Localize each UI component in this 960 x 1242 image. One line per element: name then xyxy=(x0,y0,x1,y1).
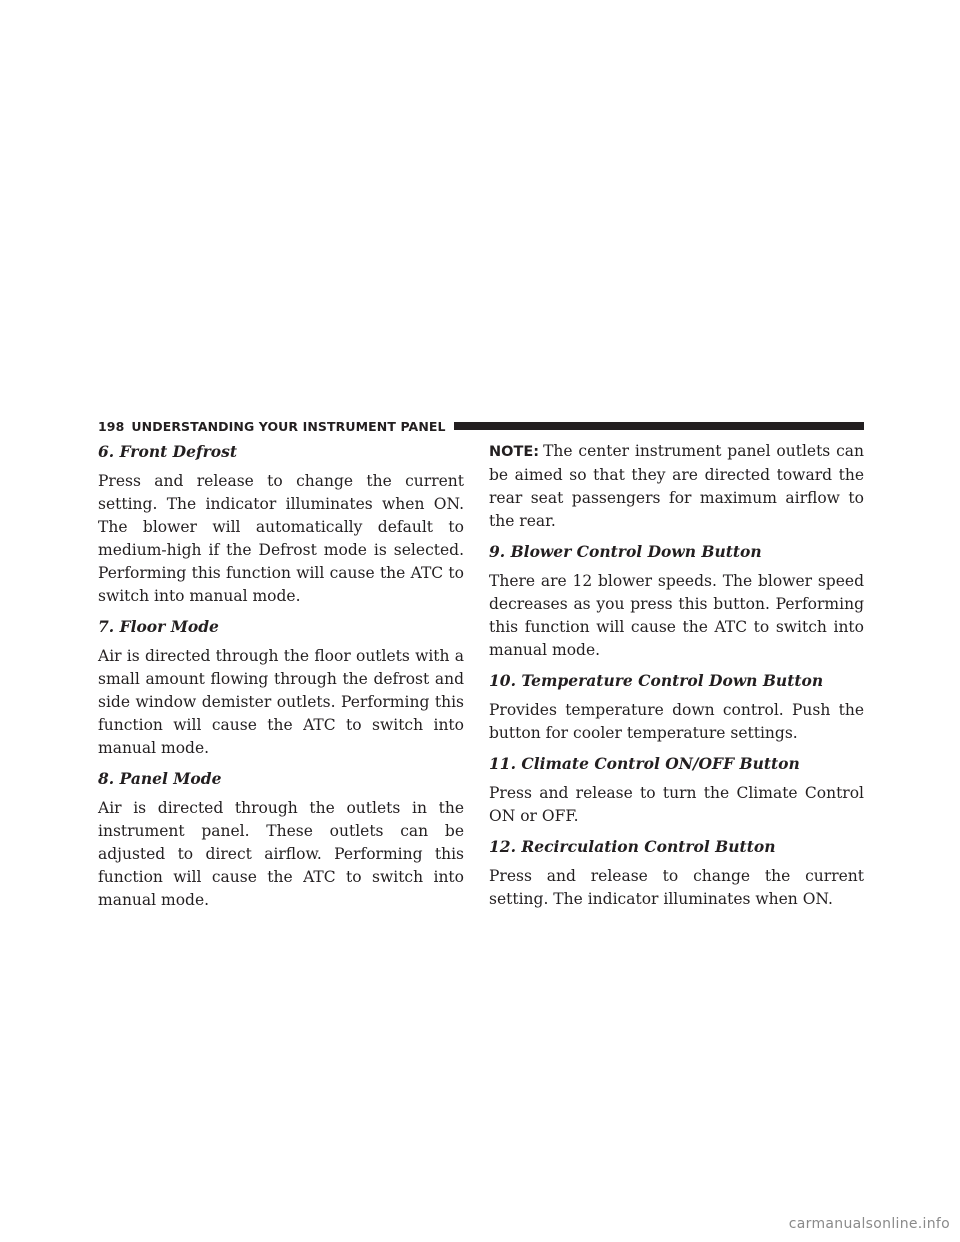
section-heading-temperature-control-down: 10. Temperature Control Down Button xyxy=(489,671,824,690)
section-body-climate-control-onoff: Press and release to turn the Climate Control ON or OFF. xyxy=(489,784,864,825)
section-body-panel-mode: Air is directed through the outlets in the instrument panel. These outlets can be adjusted to direct airflow. Performing this function will cause the ATC to switch into manual mode. xyxy=(98,799,464,909)
section-heading-front-defrost: 6. Front Defrost xyxy=(98,442,238,461)
section-body-blower-control-down: There are 12 blower speeds. The blower speed decreases as you press this button. Performing this function will cause the ATC to switch into manual mode. xyxy=(489,572,864,659)
section-body-temperature-control-down: Provides temperature down control. Push the button for cooler temperature settings. xyxy=(489,701,864,742)
section-heading-climate-control-onoff: 11. Climate Control ON/OFF Button xyxy=(489,754,800,773)
section-heading-floor-mode: 7. Floor Mode xyxy=(98,617,219,636)
section-heading-blower-control-down: 9. Blower Control Down Button xyxy=(489,542,762,561)
note-paragraph xyxy=(489,440,864,533)
section-body-front-defrost: Press and release to change the current setting. The indicator illuminates when ON. The blower will automatically default to medium-high if the Defrost mode is selected. Performing this function will cause the ATC to switch into manual mode. xyxy=(98,472,464,605)
page-header xyxy=(98,418,864,434)
right-column xyxy=(489,440,864,918)
section-body-floor-mode: Air is directed through the floor outlets with a small amount flowing through the defrost and side window demister outlets. Performing this function will cause the ATC to switch into manual mode. xyxy=(98,647,464,757)
note-text: The center instrument panel outlets can be aimed so that they are directed toward the rear seat passengers for maximum airflow to the rear. xyxy=(489,442,864,530)
section-title: UNDERSTANDING YOUR INSTRUMENT PANEL xyxy=(131,418,446,434)
section-body-recirculation-control: Press and release to change the current setting. The indicator illuminates when ON. xyxy=(489,867,864,908)
watermark-text: carmanualsonline.info xyxy=(788,1216,950,1232)
note-label: NOTE: xyxy=(489,444,540,460)
page-number: 198 xyxy=(98,418,125,434)
section-heading-panel-mode: 8. Panel Mode xyxy=(98,769,222,788)
left-column xyxy=(98,440,464,919)
section-heading-recirculation-control: 12. Recirculation Control Button xyxy=(489,837,776,856)
header-rule xyxy=(454,422,864,430)
